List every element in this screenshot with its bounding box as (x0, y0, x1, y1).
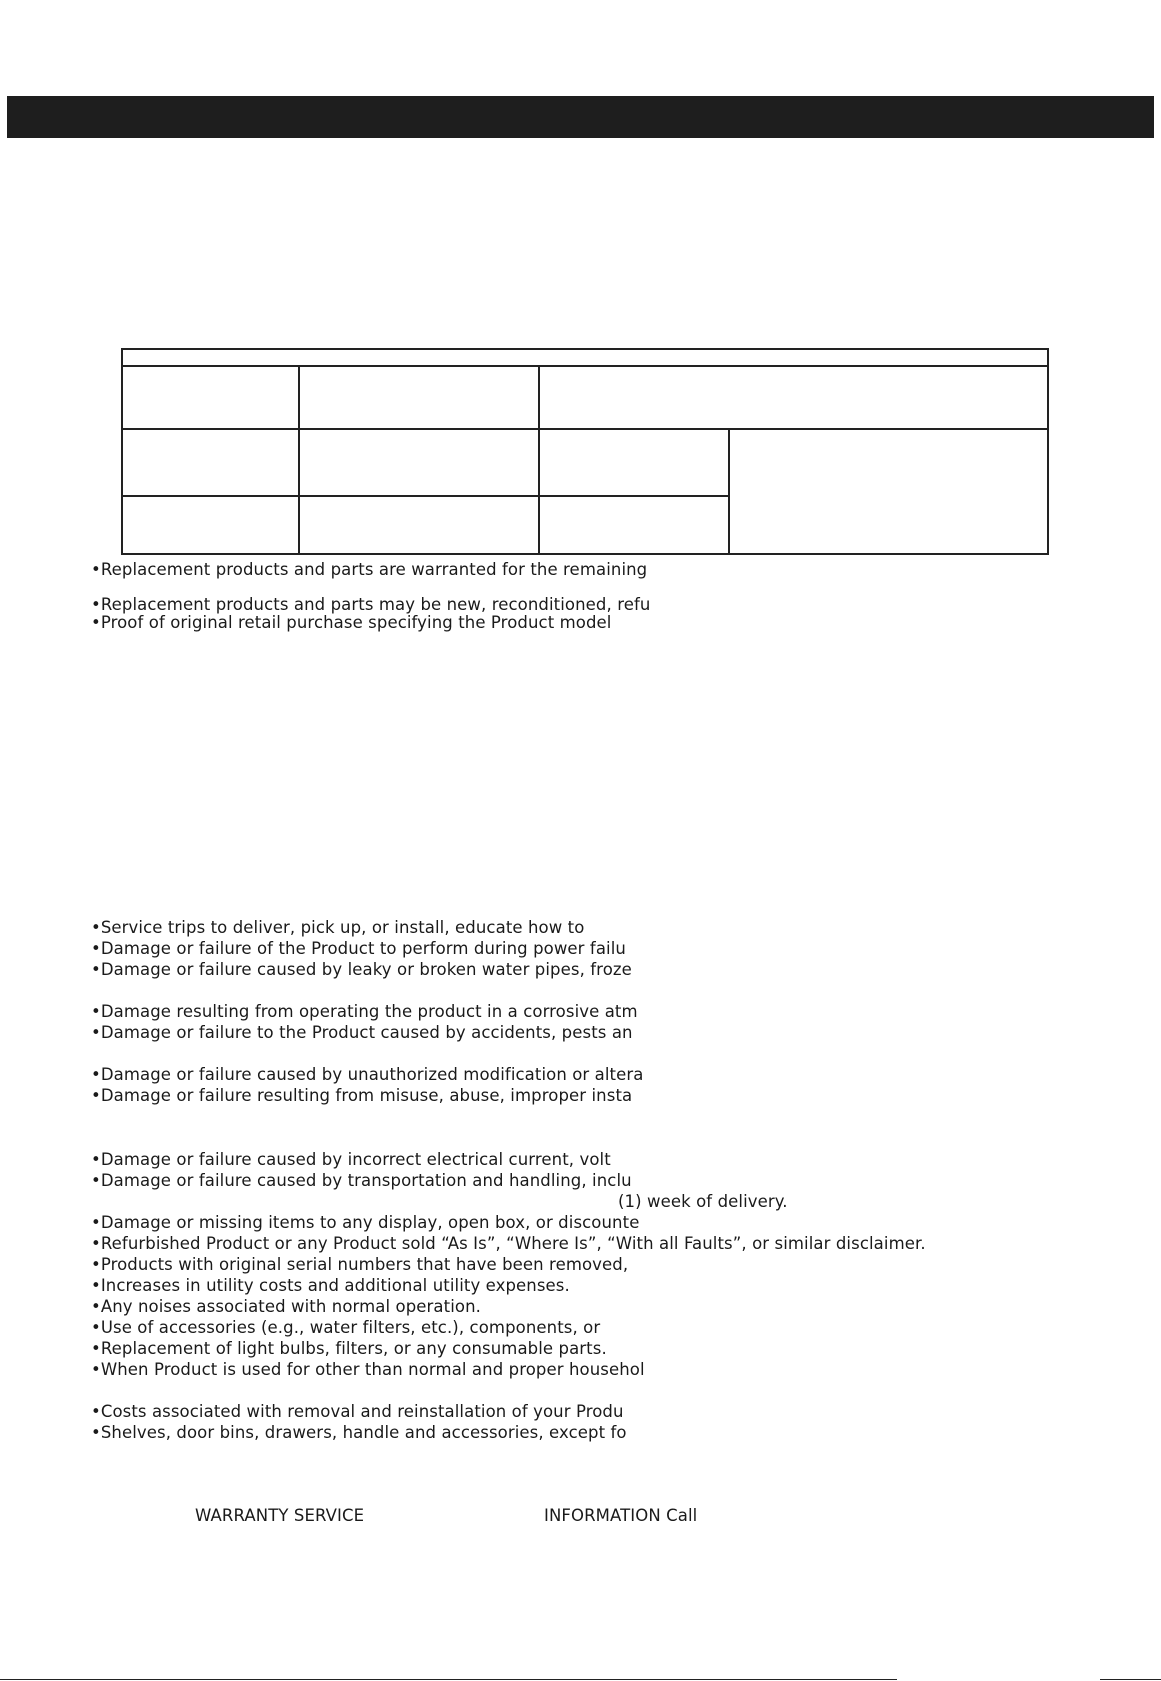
table-rule (123, 428, 1047, 430)
list-item: •Products with original serial numbers that have been removed, (91, 1255, 629, 1274)
table-rule (538, 365, 540, 553)
information-call-label: INFORMATION Call (544, 1506, 698, 1525)
list-item-continuation: (1) week of delivery. (618, 1192, 788, 1211)
list-item: •Damage or missing items to any display, open box, or discounte (91, 1213, 640, 1232)
warranty-table (121, 348, 1049, 555)
list-item: •Damage or failure of the Product to perform during power failu (91, 939, 626, 958)
list-item: •Damage or failure caused by transportation and handling, inclu (91, 1171, 632, 1190)
warranty-service-label: WARRANTY SERVICE (195, 1506, 365, 1525)
list-item: •Use of accessories (e.g., water filters, etc.), components, or (91, 1318, 601, 1337)
list-item: •Costs associated with removal and reinstallation of your Produ (91, 1402, 624, 1421)
list-item: •Damage or failure resulting from misuse, abuse, improper insta (91, 1086, 633, 1105)
list-item: •Damage or failure caused by leaky or broken water pipes, froze (91, 960, 632, 979)
list-item: •Service trips to deliver, pick up, or install, educate how to (91, 918, 585, 937)
list-item: •Damage or failure to the Product caused by accidents, pests an (91, 1023, 633, 1042)
footer-rule-right (1100, 1679, 1161, 1680)
table-rule (298, 365, 300, 553)
list-item: •Replacement products and parts are warranted for the remaining (91, 560, 648, 579)
table-rule (123, 365, 1047, 367)
section-header-bar (7, 96, 1154, 138)
list-item: •Damage resulting from operating the product in a corrosive atm (91, 1002, 638, 1021)
list-item: •Damage or failure caused by incorrect electrical current, volt (91, 1150, 611, 1169)
list-item: •Replacement products and parts may be new, reconditioned, refu (91, 595, 651, 614)
list-item: •Any noises associated with normal operation. (91, 1297, 481, 1316)
list-item: •Increases in utility costs and additional utility expenses. (91, 1276, 570, 1295)
table-rule (728, 428, 730, 553)
list-item: •When Product is used for other than normal and proper househol (91, 1360, 645, 1379)
list-item: •Shelves, door bins, drawers, handle and accessories, except fo (91, 1423, 627, 1442)
list-item: •Replacement of light bulbs, filters, or any consumable parts. (91, 1339, 607, 1358)
list-item: •Proof of original retail purchase specifying the Product model (91, 613, 612, 632)
footer-rule-left (0, 1679, 897, 1680)
list-item: •Damage or failure caused by unauthorized modification or altera (91, 1065, 644, 1084)
list-item: •Refurbished Product or any Product sold “As Is”, “Where Is”, “With all Faults”, or similar disclaimer. (91, 1234, 926, 1253)
table-rule (123, 495, 730, 497)
